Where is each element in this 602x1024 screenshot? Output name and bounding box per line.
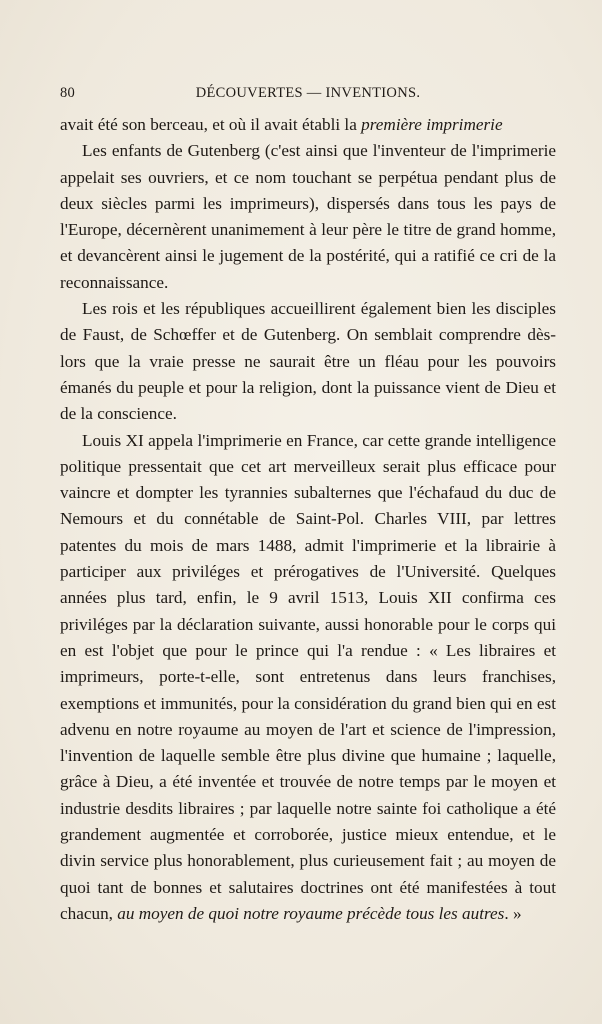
paragraph-text: Louis XI appela l'imprimerie en France, car cette grande intelligence politique pressentait que cet art merveilleux serait plus efficace pour vaincre et dompter les tyrannies subalternes que l'échafaud du duc de Nemours et du connétable de Saint-Pol. Charles VIII, par lettres patentes du mois de mars 1488, admit l'imprimerie et la librairie à participer aux priviléges et prérogatives de l'Université. Quelques années plus tard, enfin, le 9 avril 1513, Louis XII confirma ces priviléges par la déclaration suivante, aussi honorable pour le corps qui en est l'objet que pour le prince qui l'a rendue : « Les libraires et imprimeurs, porte-t-elle, sont entretenus dans leurs franchises, exemptions et immunités, pour la considération du grand bien qui en est advenu en notre royaume au moyen de l'art et science de l'impression, l'invention de laquelle semble être plus divine que humaine ; laquelle, grâce à Dieu, a été inventée et trouvée de notre temps par le moyen et industrie desdits libraires ; par laquelle notre sainte foi catholique a été grandement augmentée et corroborée, justice mieux entendue, et le divin service plus honorablement, plus curieusement fait ; au moyen de quoi tant de bonnes et salutaires doctrines ont été manifestées à tout chacun, [60, 430, 556, 923]
italic-phrase: au moyen de quoi notre royaume précède tous les autres [117, 903, 505, 923]
page-number: 80 [60, 85, 76, 101]
paragraph: Les rois et les républiques accueillirent également bien les disciples de Faust, de Schœffer et de Gutenberg. On semblait comprendre dès-lors que la vraie presse ne saurait être un fléau pour les pouvoirs émanés du peuple et pour la religion, dont la puissance vient de Dieu et de la conscience. [60, 299, 556, 424]
paragraph-text-end: . » [504, 903, 522, 923]
italic-phrase: première imprimerie [361, 115, 503, 134]
body-text [60, 112, 556, 927]
running-title: DÉCOUVERTES — INVENTIONS. [195, 85, 421, 101]
paragraph: Les enfants de Gutenberg (c'est ainsi que l'inventeur de l'imprimerie appelait ses ouvriers, et ce nom touchant se perpétua pendant plus de deux siècles parmi les imprimeurs), dispersés dans tous les pays de l'Europe, décernèrent unanimement à leur père le titre de grand homme, et devancèrent ainsi le jugement de la postérité, qui a ratifié ce cri de la reconnaissance. [60, 141, 556, 292]
paragraph [60, 428, 556, 928]
paragraph-continuation [60, 112, 556, 138]
page-header [60, 85, 556, 107]
paragraph-text: avait été son berceau, et où il avait établi la [60, 115, 362, 134]
